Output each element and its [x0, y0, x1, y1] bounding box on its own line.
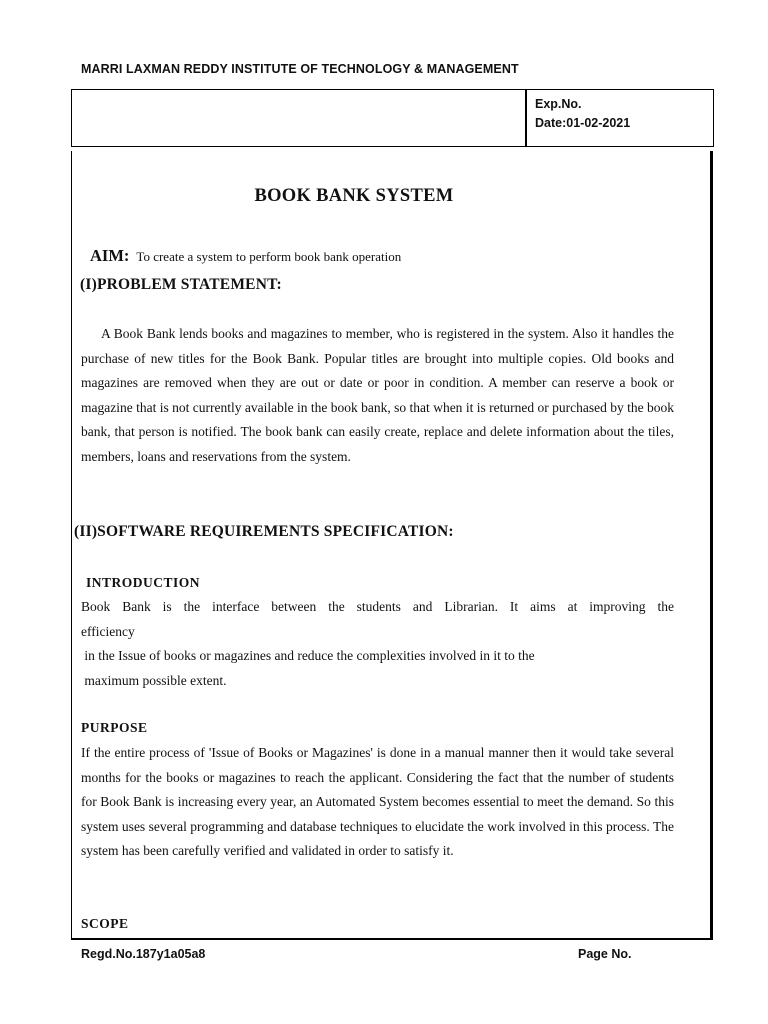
institute-name: MARRI LAXMAN REDDY INSTITUTE OF TECHNOLOGY & MANAGEMENT — [81, 62, 519, 76]
document-title: BOOK BANK SYSTEM — [254, 186, 454, 206]
experiment-date: Date:01-02-2021 — [535, 116, 631, 130]
purpose-heading: PURPOSE — [81, 720, 148, 735]
registration-number: Regd.No.187y1a05a8 — [81, 947, 206, 961]
experiment-number: Exp.No. — [535, 97, 582, 111]
purpose-text: If the entire process of 'Issue of Books or Magazines' is done in a manual manner then it would take several months for the books or magazines to reach the applicant. Considering the fact that the number of students for Book Bank is increasing every year, an Automated System becomes essential to meet the demand. So this system uses several programming and database techniques to elucidate the work involved in this process. The system has been carefully verified and validated in order to satisfy it. — [81, 745, 674, 858]
introduction-line: Book Bank is the interface between the students and Librarian. It aims at improving the — [81, 599, 674, 614]
problem-statement-text: A Book Bank lends books and magazines to member, who is registered in the system. Also it handles the purchase of new titles for the Book Bank. Popular titles are brought into multiple copies. Old books and magazines are removed when they are out or date or poor in condition. A member can reserve a book or magazine that is not currently available in the book bank, so that when it is returned or purchased by the book bank, that person is notified. The book bank can easily create, replace and delete information about the tiles, members, loans and reservations from the system. — [81, 326, 674, 464]
aim-text: To create a system to perform book bank operation — [136, 249, 402, 264]
introduction-line: efficiency — [81, 623, 135, 639]
introduction-text — [81, 595, 674, 693]
introduction-line: in the Issue of books or magazines and reduce the complexities involved in it to the — [81, 648, 535, 663]
scope-heading: SCOPE — [81, 916, 129, 931]
header-divider — [525, 89, 527, 147]
srs-heading: (II)SOFTWARE REQUIREMENTS SPECIFICATION: — [74, 523, 454, 540]
page-number-label: Page No. — [578, 947, 632, 961]
aim-label: AIM: — [90, 246, 130, 265]
problem-statement-heading: (I)PROBLEM STATEMENT: — [80, 276, 282, 293]
introduction-line: maximum possible extent. — [81, 672, 227, 688]
introduction-heading: INTRODUCTION — [86, 575, 201, 590]
aim-line — [90, 246, 401, 266]
